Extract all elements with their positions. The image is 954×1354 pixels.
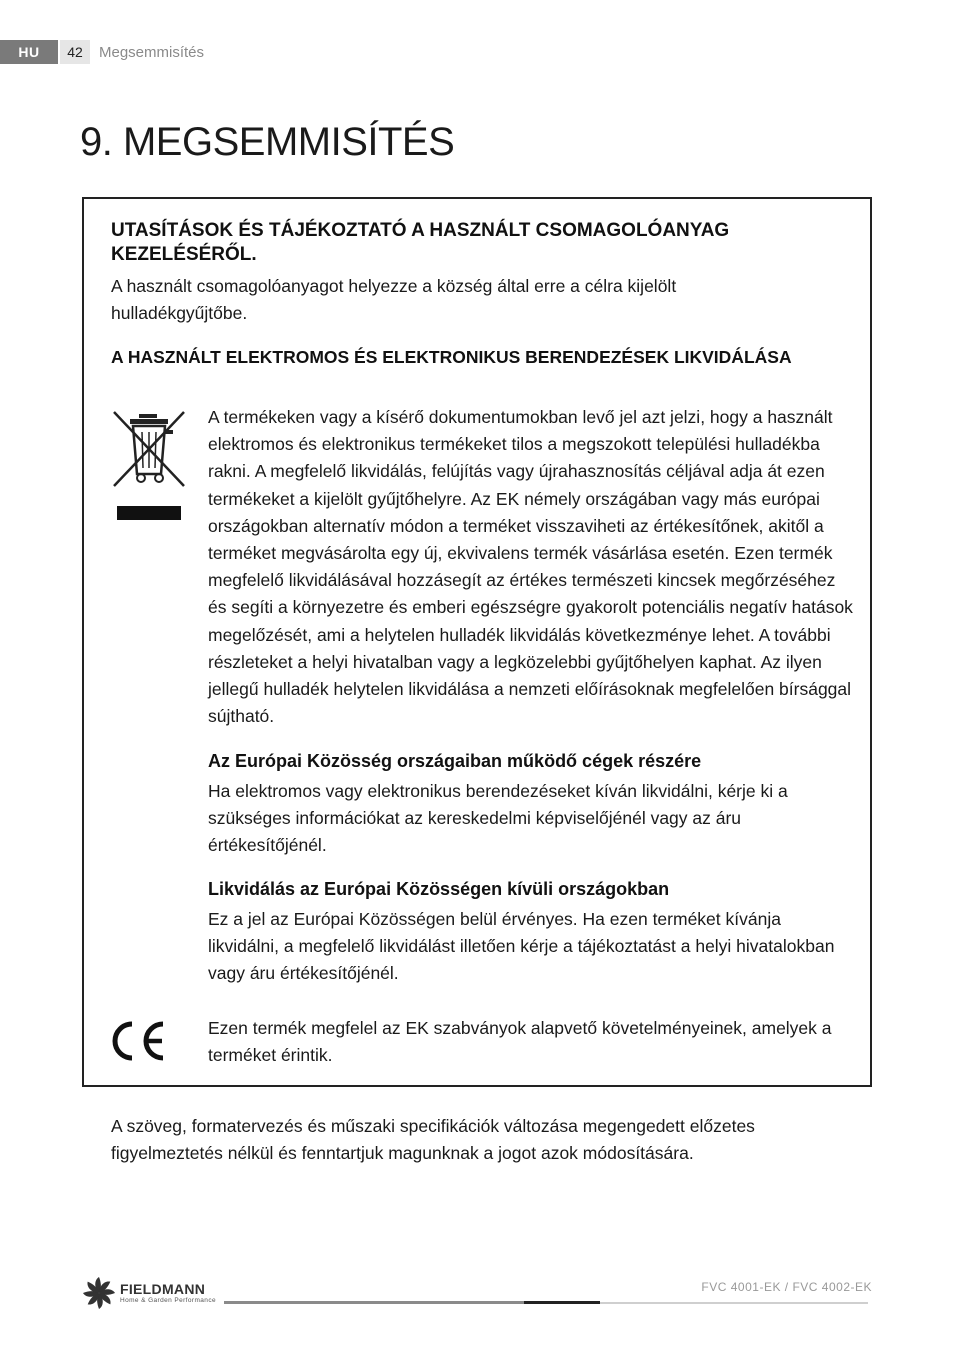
page-title: 9. MEGSEMMISÍTÉS [80, 120, 455, 164]
disclaimer-text: A szöveg, formatervezés és műszaki specifikációk változása megengedett előzetes figyelmeztetés nélkül és fenntartjuk magunknak a jogot azok módosítására. [111, 1116, 755, 1164]
footer-rule-gray [224, 1301, 524, 1304]
footer-rule-dark [524, 1301, 600, 1304]
section-name: Megsemmisítés [99, 43, 205, 61]
fieldmann-logo-icon [82, 1276, 116, 1310]
crossed-out-wheelie-bin-icon [108, 404, 190, 524]
brand-logo [82, 1276, 216, 1310]
ce-text: Ezen termék megfelel az EK szabványok alapvető követelményeinek, amelyek a terméket érintik. [208, 1018, 832, 1066]
page-number: 42 [60, 40, 90, 64]
footer-rule-light [600, 1302, 868, 1304]
page-header [0, 40, 204, 64]
non-eu-heading: Likvidálás az Európai Közösségen kívüli országokban [208, 879, 670, 899]
packaging-text: A használt csomagolóanyagot helyezze a község által erre a célra kijelölt hulladékgyűjtőbe. [111, 276, 677, 324]
model-number: FVC 4001-EK / FVC 4002-EK [701, 1280, 872, 1294]
brand-tagline: Home & Garden Performance [120, 1296, 216, 1304]
language-badge: HU [0, 40, 58, 64]
eu-companies-heading: Az Európai Közösség országaiban működő cégek részére [208, 751, 702, 771]
ce-mark-icon [108, 1018, 168, 1064]
non-eu-text: Ez a jel az Európai Közösségen belül érvényes. Ha ezen terméket kívánja likvidálni, a megfelelő likvidálást illetően kérje a tájékoztatást a helyi hivatalokban vagy áru értékesítőjénél. [208, 909, 835, 984]
weee-heading: A HASZNÁLT ELEKTROMOS ÉS ELEKTRONIKUS BERENDEZÉSEK LIKVIDÁLÁSA [111, 347, 792, 367]
packaging-heading: UTASÍTÁSOK ÉS TÁJÉKOZTATÓ A HASZNÁLT CSOMAGOLÓANYAG KEZELÉSÉRŐL. [111, 220, 730, 265]
weee-text: A termékeken vagy a kísérő dokumentumokban levő jel azt jelzi, hogy a használt elektromos és elektronikus termékeket tilos a megszokott települési hulladékba rakni. A megfelelő likvidálás, felújítás vagy újrahasznosítás céljával adja át ezen termékeket a kijelölt gyűjtőhelyre. Az EK némely országában vagy más európai országokban alternatív módon a terméket visszaviheti az értékesítőnek, akitől a terméket megvásárolta egy új, ekvivalens termék vásárlása esetén. Ezen termék megfelelő likvidálásával hozzásegít az értékes természeti kincsek megőrzéséhez és segíti a környezetre és emberi egészségre gyakorolt potenciális negatív hatások megelőzését, ami a helytelen hulladék likvidálás következménye lehet. A további részleteket a helyi hivatalban vagy a legközelebbi gyűjtőhelyen kaphat. Az ilyen jellegű hulladék helytelen likvidálása a nemzeti előírásoknak megfelelően bírsággal sújtható. [208, 407, 853, 727]
brand-name: FIELDMANN [120, 1280, 206, 1297]
eu-companies-text: Ha elektromos vagy elektronikus berendezéseket kíván likvidálni, kérje ki a szükséges információkat az kereskedelmi képviselőjénél vagy az áru értékesítőjénél. [208, 781, 788, 856]
